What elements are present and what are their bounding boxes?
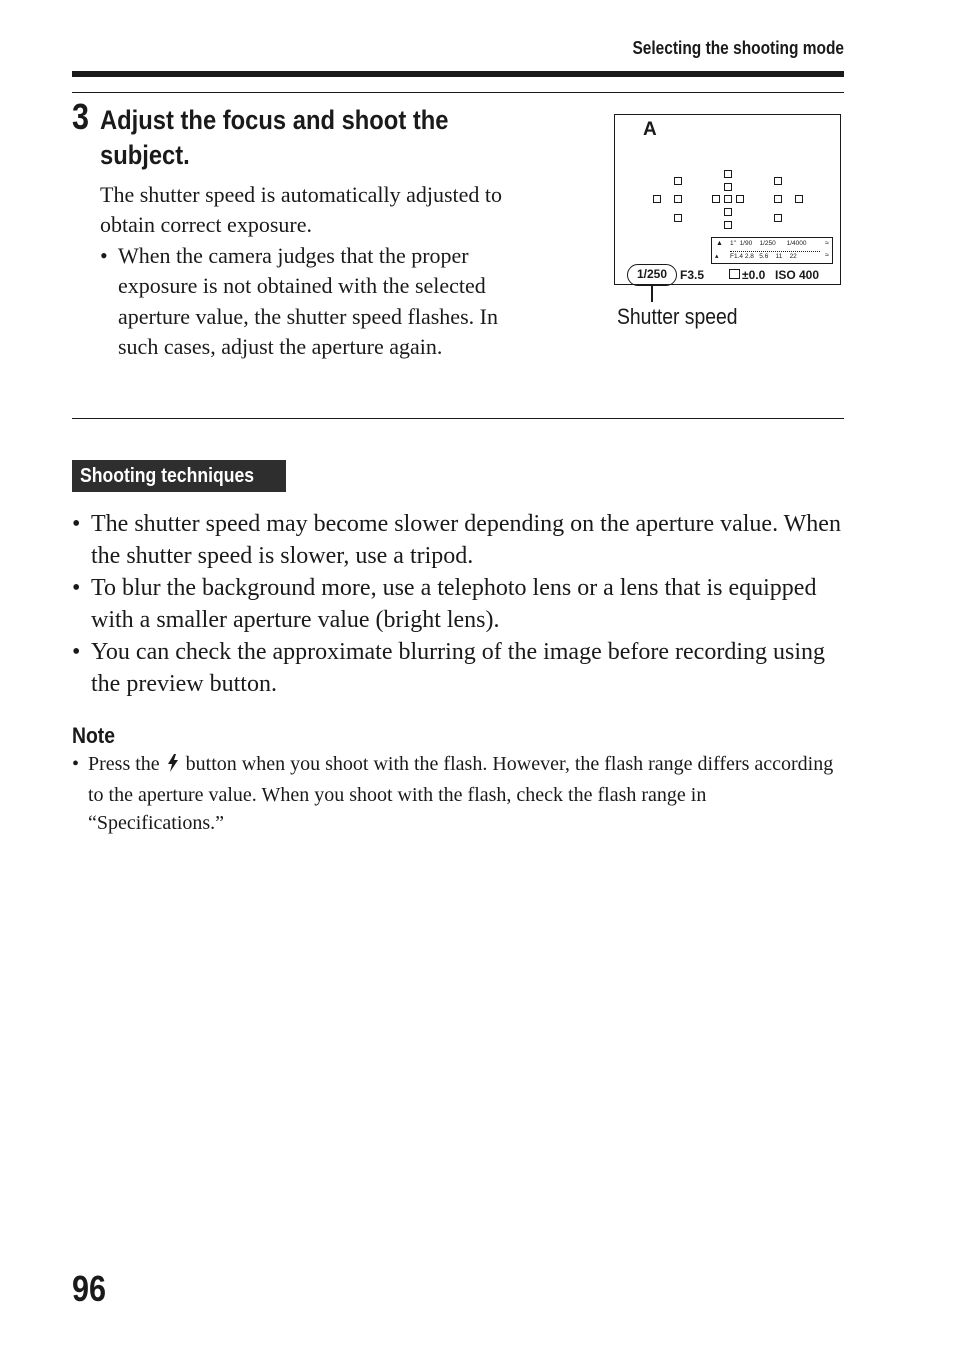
af-point (724, 170, 732, 178)
af-point (736, 195, 744, 203)
af-point (674, 177, 682, 185)
mountain-icon: ▴ (715, 253, 719, 260)
list-item (72, 572, 844, 636)
list-item-text: When the camera judges that the proper exposure is not obtained with the selected aperture value, the shutter speed flashes. In such cases, adjust the aperture again. (118, 242, 498, 360)
list-item (72, 636, 844, 700)
step-top-rule (72, 92, 844, 93)
af-point (724, 221, 732, 229)
af-point (795, 195, 803, 203)
af-point (774, 195, 782, 203)
mode-indicator: A (643, 119, 657, 140)
exposure-compensation-icon (729, 269, 740, 279)
bullet: • (72, 511, 81, 537)
list-item (72, 508, 844, 572)
exposure-scale-box (711, 237, 833, 264)
step-title: Adjust the focus and shoot the subject. (100, 105, 449, 170)
exposure-compensation: ±0.0 (729, 268, 765, 282)
blur-icon: ≈ (825, 252, 829, 259)
step-bottom-rule (72, 418, 844, 419)
step-number: 3 (72, 96, 90, 137)
aperture-scale: F1.4 2.8 5.6 11 22 (730, 253, 797, 260)
list-item-text: To blur the background more, use a telephoto lens or a lens that is equipped with a smaller aperture value (bright lens). (91, 575, 817, 633)
af-point (724, 195, 732, 203)
list-item (100, 241, 510, 363)
af-point (674, 195, 682, 203)
techniques-list (72, 508, 844, 700)
note-label: Note (72, 723, 116, 748)
step-body (100, 180, 510, 362)
af-point (774, 214, 782, 222)
step-description: The shutter speed is automatically adjusted to obtain correct exposure. (100, 182, 503, 238)
iso-value: ISO 400 (775, 268, 820, 282)
callout-line (651, 285, 653, 302)
af-point (712, 195, 720, 203)
step-bullets (100, 241, 510, 363)
shutter-speed-scale: 1" 1/90 1/250 1/4000 (730, 240, 807, 247)
af-point (774, 177, 782, 185)
bullet: • (100, 242, 108, 268)
running-header: Selecting the shooting mode (632, 38, 844, 58)
af-point (724, 183, 732, 191)
lcd-screen-illustration (614, 114, 841, 285)
page-number: 96 (72, 1268, 107, 1309)
section-heading: Shooting techniques (72, 460, 286, 492)
list-item-text: You can check the approximate blurring of the image before recording using the preview button. (91, 639, 825, 697)
flash-icon (167, 752, 179, 781)
bullet: • (72, 639, 81, 665)
af-point (674, 214, 682, 222)
shutter-speed-value: 1/250 (627, 264, 677, 286)
af-point (653, 195, 661, 203)
bullet: • (72, 753, 80, 775)
note-list (72, 750, 844, 838)
list-item: • Press the button when you shoot with the flash. However, the flash range differs according to the aperture value. When you shoot with the flash, check the flash range in “Specifications.” (72, 750, 844, 838)
callout-label: Shutter speed (617, 304, 738, 329)
bullet: • (72, 575, 81, 601)
af-point (724, 208, 732, 216)
scale-ticks (730, 248, 820, 252)
header-rule (72, 71, 844, 77)
list-item-text: The shutter speed may become slower depending on the aperture value. When the shutter speed is slower, use a tripod. (91, 511, 841, 569)
person-icon: ▲ (716, 240, 723, 247)
aperture-value: F3.5 (680, 268, 705, 282)
shake-icon: ≈ (825, 240, 829, 247)
